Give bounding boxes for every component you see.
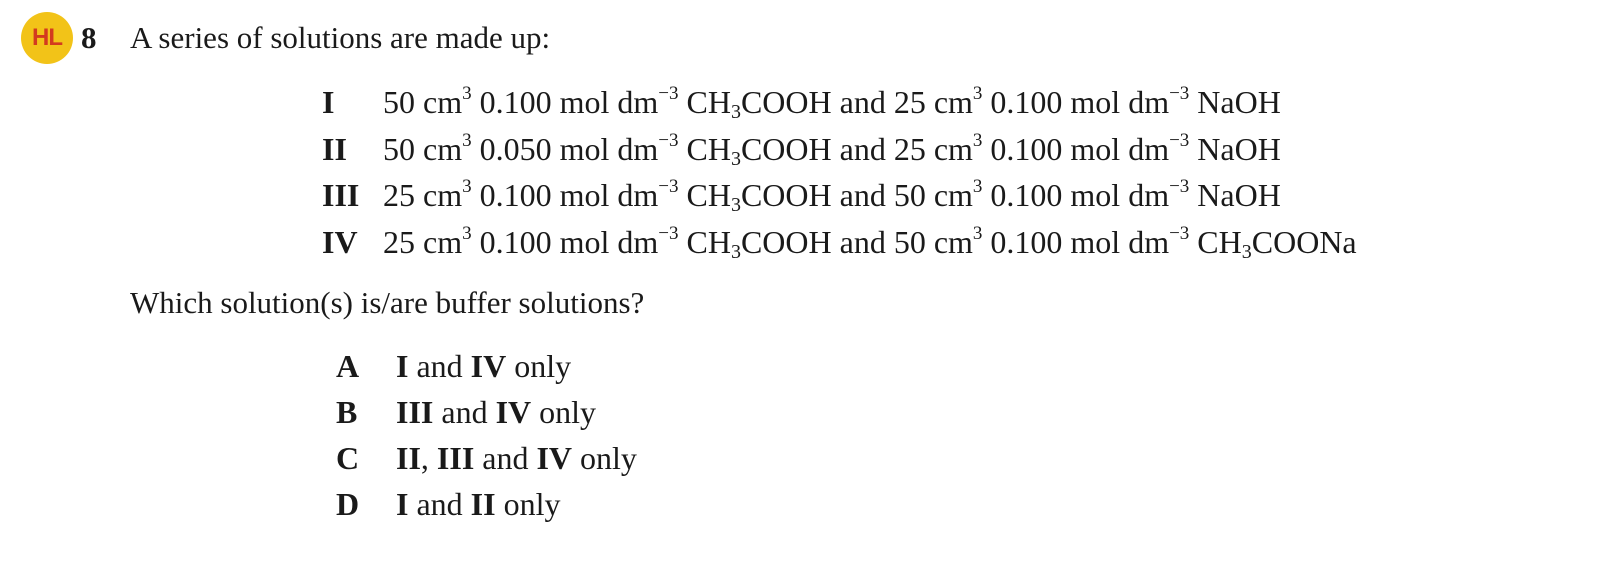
- solution-numeral: II: [322, 130, 347, 167]
- solution-numeral: I: [322, 84, 335, 120]
- solution-list: [322, 84, 1357, 270]
- solution-text: 50 $cm^3$ 0.050 mol $dm^{-3}$ $CH_3COOH$ and 25 $cm^3$ 0.100 mol $dm^{-3}$ NaOH: [383, 129, 1281, 170]
- question-number: 8: [81, 20, 97, 55]
- option-text: I and IV only: [396, 348, 572, 384]
- option-d[interactable]: [336, 486, 637, 532]
- solution-item: [322, 177, 1357, 224]
- option-c[interactable]: [336, 440, 637, 486]
- option-text: III and IV only: [396, 394, 597, 430]
- option-letter: B: [336, 394, 358, 430]
- solution-numeral: III: [322, 177, 360, 213]
- option-b[interactable]: [336, 394, 637, 440]
- solution-numeral: IV: [322, 223, 358, 260]
- solution-item: [322, 84, 1357, 131]
- option-letter: D: [336, 486, 360, 522]
- solution-text: 25 $cm^3$ 0.100 mol $dm^{-3}$ $CH_3COOH$ and 50 $cm^3$ 0.100 mol $dm^{-3}$ $CH_3COONa$: [383, 222, 1357, 263]
- option-a[interactable]: [336, 348, 637, 394]
- question-intro: A series of solutions are made up:: [130, 20, 551, 55]
- solution-text: 50 $cm^3$ 0.100 mol $dm^{-3}$ $CH_3COOH$ and 25 $cm^3$ 0.100 mol $dm^{-3}$ NaOH: [383, 83, 1281, 123]
- question-prompt: Which solution(s) is/are buffer solutions?: [130, 285, 645, 320]
- option-letter: A: [336, 348, 360, 384]
- solution-item: [322, 224, 1357, 271]
- solution-item: [322, 131, 1357, 178]
- option-text: I and II only: [396, 486, 561, 522]
- hl-badge-label: HL: [32, 24, 62, 51]
- solution-text: 25 $cm^3$ 0.100 mol $dm^{-3}$ $CH_3COOH$ and 50 $cm^3$ 0.100 mol $dm^{-3}$ NaOH: [383, 176, 1281, 216]
- option-text: II, III and IV only: [396, 440, 637, 476]
- option-letter: C: [336, 440, 360, 476]
- answer-options[interactable]: [336, 348, 637, 532]
- hl-badge: [21, 12, 73, 64]
